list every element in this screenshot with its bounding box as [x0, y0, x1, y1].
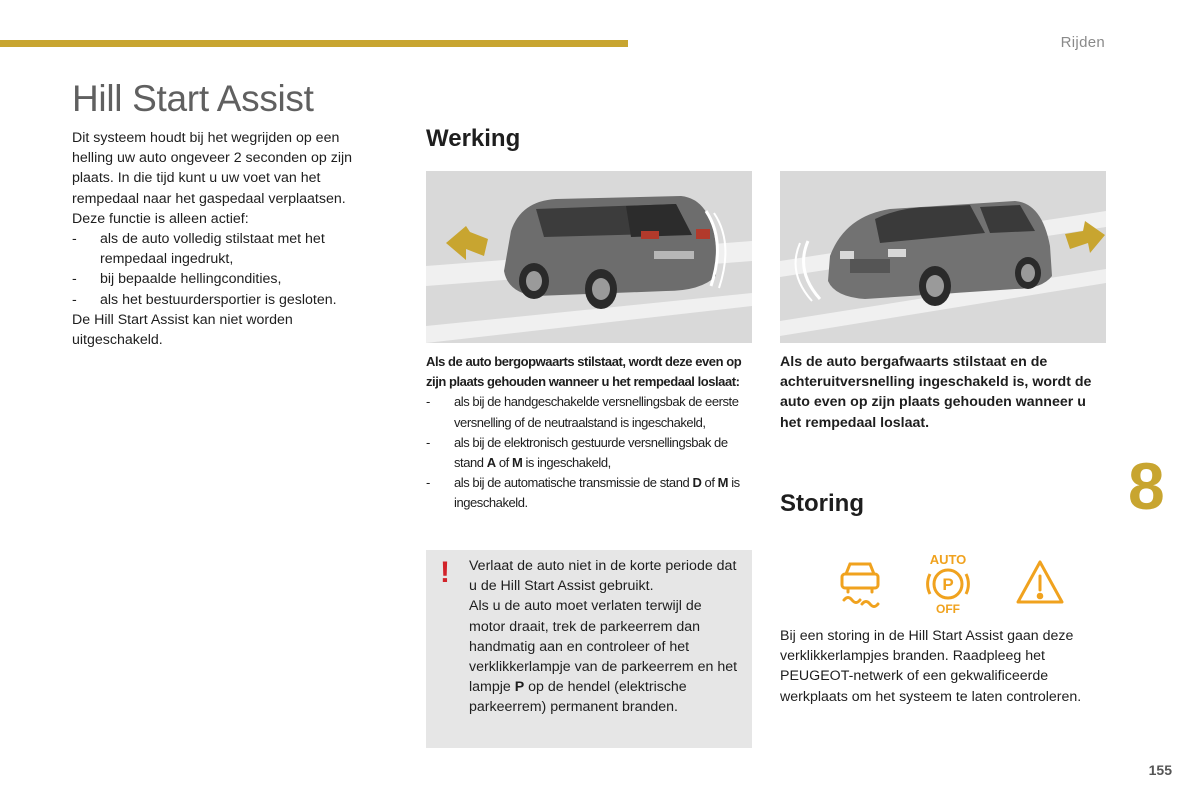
intro-paragraph: Dit systeem houdt bij het wegrijden op een helling uw auto ongeveer 2 seconden op zijn plaats. In die tijd kunt u uw voet van het rempedaal naar het gaspedaal verplaatsen.: [72, 130, 353, 207]
intro-condition-lead: Deze functie is alleen actief:: [72, 210, 249, 227]
svg-text:P: P: [942, 575, 954, 594]
list-item: - bij bepaalde hellingcondities,: [72, 271, 282, 288]
list-item: - als de auto volledig stilstaat met het rempedaal ingedrukt,: [72, 231, 325, 268]
warning-triangle-icon: [1018, 562, 1062, 602]
list-item: - als bij de elektronisch gestuurde versnellingsbak de stand A of M is ingeschakeld,: [426, 434, 728, 471]
uphill-caption-lead: Als de auto bergopwaarts stilstaat, wordt deze even op zijn plaats gehouden wanneer u het rempedaal loslaat:: [426, 354, 742, 390]
section-label: Rijden: [1060, 34, 1105, 51]
auto-parking-brake-off-icon: [928, 552, 969, 616]
svg-text:AUTO: AUTO: [929, 552, 967, 567]
list-item: - als het bestuurdersportier is gesloten.: [72, 291, 337, 308]
warning-text: [469, 556, 739, 718]
warning-exclamation-icon: !: [440, 556, 450, 589]
uphill-caption: [426, 352, 752, 514]
list-item: - als bij de handgeschakelde versnellingsbak de eerste versnelling of de neutraalstand is ingeschakeld,: [426, 394, 739, 430]
intro-text: [72, 128, 382, 350]
warning-lamps: [830, 552, 1070, 616]
storing-heading: Storing: [780, 490, 864, 517]
werking-heading: Werking: [426, 125, 521, 152]
warning-paragraph: Verlaat de auto niet in de korte periode dat u de Hill Start Assist gebruikt.: [469, 558, 737, 595]
svg-text:OFF: OFF: [936, 602, 960, 616]
downhill-car-illustration: [780, 171, 1106, 343]
downhill-caption: Als de auto bergafwaarts stilstaat en de achteruitversnelling ingeschakeld is, wordt de auto even op zijn plaats gehouden wanneer u het rempedaal loslaat.: [780, 354, 1092, 431]
header-accent-bar: [0, 40, 628, 47]
chapter-number: 8: [1128, 449, 1165, 523]
stability-control-icon: [842, 564, 878, 607]
list-item: - als bij de automatische transmissie de stand D of M is ingeschakeld.: [426, 475, 740, 511]
uphill-car-illustration: [426, 171, 752, 343]
intro-note: De Hill Start Assist kan niet worden uitgeschakeld.: [72, 311, 293, 349]
warning-paragraph: Als u de auto moet verlaten terwijl de motor draait, trek de parkeerrem dan handmatig aan en controleer of het verklikkerlampje van de parkeerrem en het lampje P op de hendel (elektrische parkeerrem) permanent branden.: [469, 598, 738, 716]
storing-text: Bij een storing in de Hill Start Assist gaan deze verklikkerlampjes branden. Raadpleeg het PEUGEOT-netwerk of een gekwalificeerde werkplaats om het systeem te laten controleren.: [780, 628, 1082, 705]
page-title: Hill Start Assist: [72, 78, 314, 119]
warning-box: [426, 550, 752, 748]
page-number: 155: [1148, 762, 1172, 778]
